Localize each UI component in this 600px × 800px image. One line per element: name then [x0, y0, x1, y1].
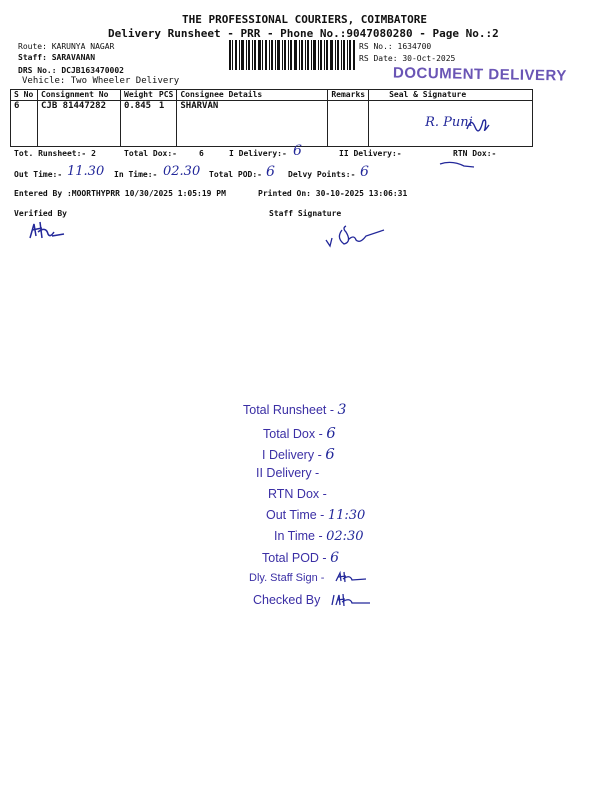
delvy-points-value: 6: [360, 164, 369, 180]
stamp-dly-staff-sign-label: Dly. Staff Sign -: [249, 572, 325, 584]
stamp-rtn-dox-label: RTN Dox -: [268, 487, 327, 501]
stamp-out-time: [266, 508, 365, 523]
staff-signature: [322, 222, 392, 252]
header-consignee: Consignee Details: [177, 90, 328, 101]
delvy-points-label: Delvy Points:-: [288, 170, 356, 179]
in-time-value: 02.30: [163, 164, 201, 179]
consignment-table: [10, 89, 533, 147]
receiver-signature: R. Puni: [425, 115, 473, 130]
vehicle-label: Vehicle: Two Wheeler Delivery: [22, 76, 180, 86]
stamp-total-dox: [263, 424, 336, 442]
cell-pcs: 1: [156, 101, 177, 147]
route-label: Route: KARUNYA NAGAR: [18, 42, 115, 51]
stamp-in-time-value: 02:30: [326, 529, 364, 544]
header-sno: S No: [11, 90, 38, 101]
stamp-dly-staff-sign: [249, 572, 324, 584]
stamp-ii-delivery: [256, 466, 319, 480]
i-delivery-value: 6: [293, 143, 302, 159]
staff-signature-label: Staff Signature: [269, 209, 342, 218]
ii-delivery-label: II Delivery:-: [339, 149, 402, 158]
printed-on: Printed On: 30-10-2025 13:06:31: [258, 189, 408, 198]
stamp-total-pod-label: Total POD -: [262, 551, 327, 565]
i-delivery-label: I Delivery:-: [229, 149, 287, 158]
header-seal-signature: Seal & Signature: [369, 90, 533, 101]
out-time-label: Out Time:-: [14, 170, 63, 179]
rtn-dox-label: RTN Dox:-: [453, 149, 497, 158]
stamp-total-dox-value: 6: [326, 424, 336, 442]
table-header-row: [11, 90, 533, 101]
document-delivery-stamp: DOCUMENT DELIVERY: [392, 64, 567, 85]
stamp-ii-delivery-label: II Delivery -: [256, 466, 320, 480]
total-pod-value: 6: [266, 164, 275, 180]
stamp-total-runsheet-value: 3: [337, 402, 347, 418]
cell-consignment: CJB 81447282: [38, 101, 121, 147]
verifier-signature: [26, 218, 66, 242]
stamp-out-time-label: Out Time -: [266, 508, 325, 522]
cell-signature: [369, 101, 533, 147]
stamp-total-pod-value: 6: [330, 550, 340, 566]
stamp-dly-staff-signature: [334, 569, 368, 585]
stamp-i-delivery: [262, 445, 335, 463]
stamp-total-pod: [262, 550, 339, 566]
header-weight: Weight: [121, 90, 156, 101]
header-consignment: Consignment No: [38, 90, 121, 101]
barcode-graphic: [229, 40, 355, 70]
header-pcs: PCS: [156, 90, 177, 101]
stamp-out-time-value: 11:30: [327, 508, 366, 523]
rs-number: RS No.: 1634700: [359, 42, 432, 51]
cell-remarks: [328, 101, 369, 147]
out-time-value: 11.30: [67, 164, 105, 179]
drs-number: DRS No.: DCJB163470002: [18, 66, 124, 75]
stamp-checked-by: [253, 593, 320, 607]
stamp-checked-by-signature: [330, 591, 372, 609]
entered-by: Entered By :MOORTHYPRR 10/30/2025 1:05:19 PM: [14, 189, 226, 198]
runsheet-subtitle: Delivery Runsheet - PRR - Phone No.:9047080280 - Page No.:2: [108, 27, 499, 40]
stamp-in-time-label: In Time -: [274, 529, 323, 543]
table-row: [11, 101, 533, 147]
verified-by-label: Verified By: [14, 209, 67, 218]
company-title: THE PROFESSIONAL COURIERS, COIMBATORE: [182, 13, 428, 26]
rs-date: RS Date: 30-Oct-2025: [359, 54, 456, 63]
total-pod-label: Total POD:-: [209, 170, 262, 179]
stamp-rtn-dox: [268, 487, 327, 501]
cell-consignee: SHARVAN: [177, 101, 328, 147]
header-remarks: Remarks: [328, 90, 369, 101]
cell-weight: 0.845: [121, 101, 156, 147]
stamp-total-dox-label: Total Dox -: [263, 427, 323, 441]
stamp-total-runsheet-label: Total Runsheet -: [243, 403, 335, 417]
stamp-i-delivery-label: I Delivery -: [262, 448, 322, 462]
stamp-checked-by-label: Checked By: [253, 593, 321, 607]
rtn-dash-mark: [438, 158, 478, 170]
signature-flourish: [465, 115, 493, 135]
total-dox-value: 6: [199, 149, 204, 158]
cell-sno: 6: [11, 101, 38, 147]
staff-label: Staff: SARAVANAN: [18, 53, 96, 62]
stamp-total-runsheet: [243, 402, 346, 418]
total-runsheet: Tot. Runsheet:- 2: [14, 149, 96, 158]
stamp-i-delivery-value: 6: [325, 445, 335, 463]
total-dox-label: Total Dox:-: [124, 149, 177, 158]
stamp-in-time: [274, 529, 364, 544]
in-time-label: In Time:-: [114, 170, 158, 179]
